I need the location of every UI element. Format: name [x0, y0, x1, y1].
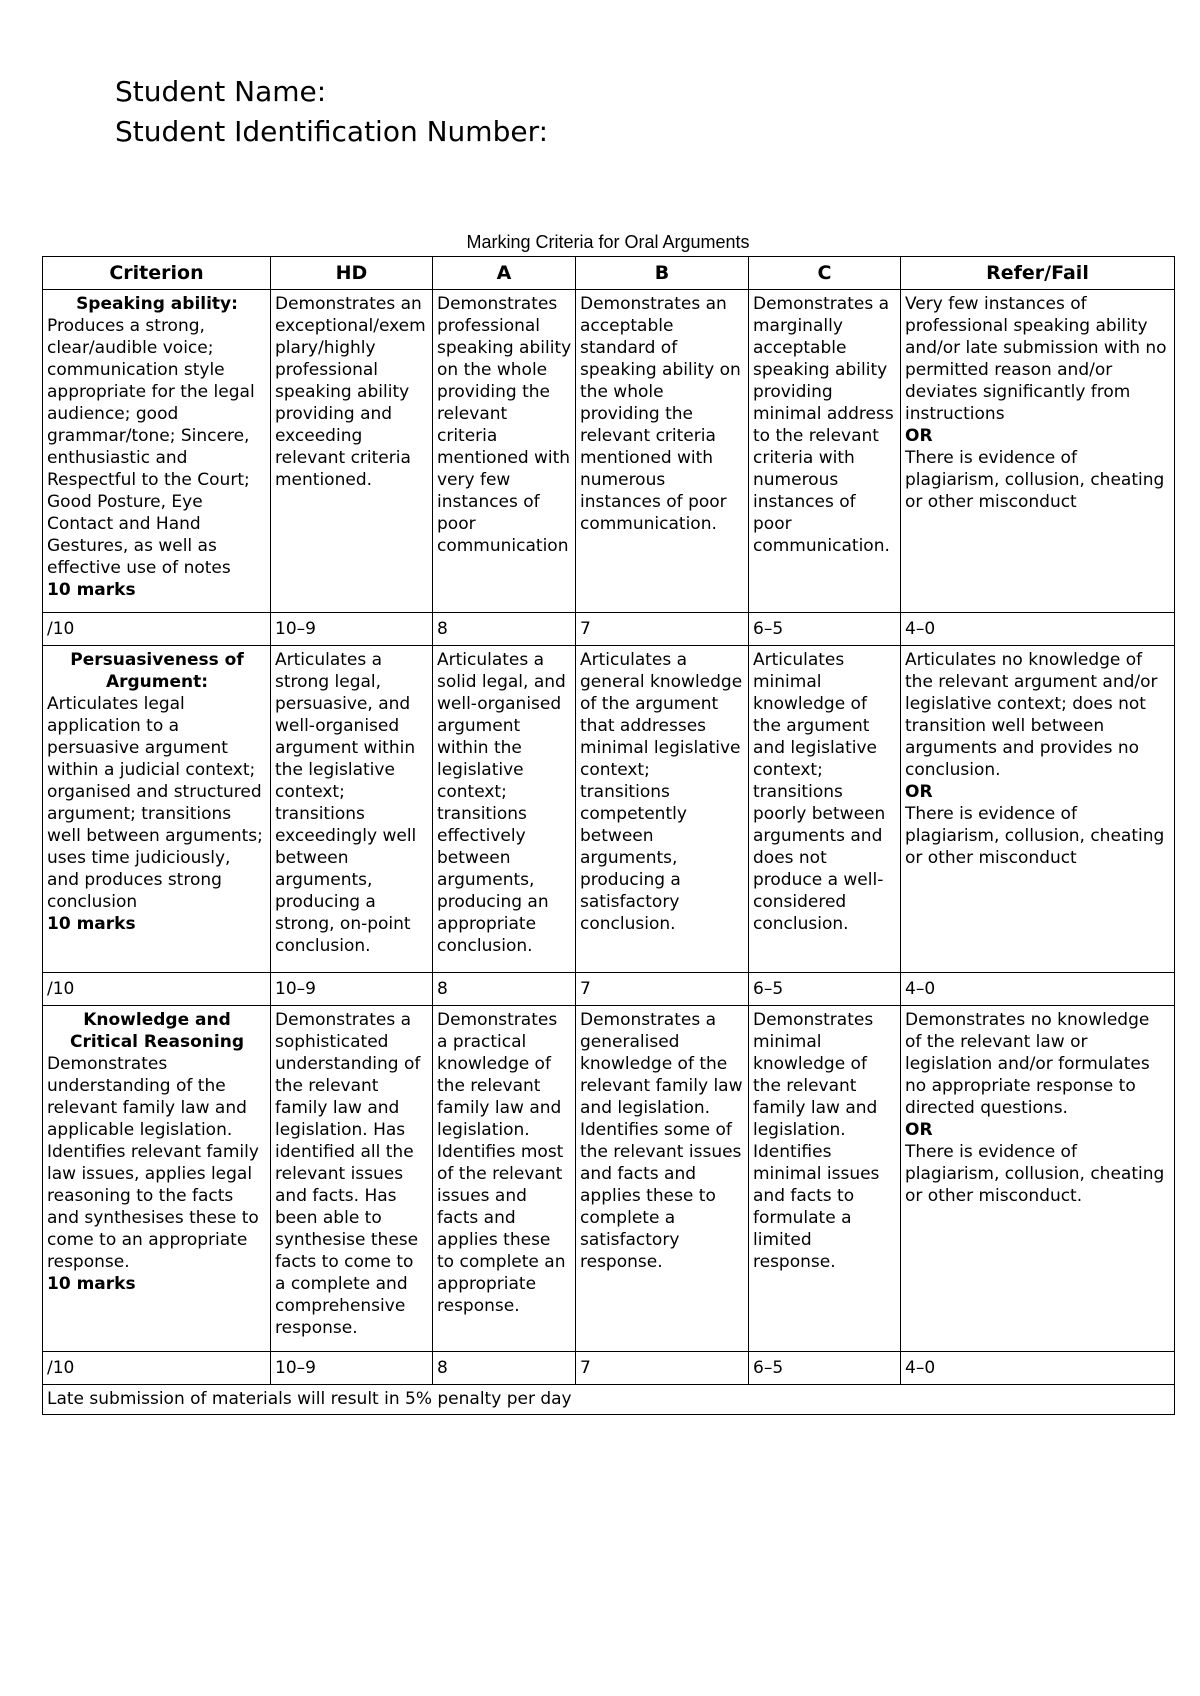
header-c: C — [749, 257, 901, 290]
or-label: OR — [905, 782, 933, 802]
header-refer-fail: Refer/Fail — [901, 257, 1175, 290]
fail-text-misconduct: There is evidence of plagiarism, collusion, cheating or other misconduct. — [905, 1142, 1165, 1206]
score-c: 6–5 — [749, 973, 901, 1006]
c-descriptor: Articulates minimal knowledge of the argument and legislative context; transitions poorly between arguments and does not produce a well-considered conclusion. — [749, 646, 901, 973]
header-a: A — [433, 257, 576, 290]
fail-text-misconduct: There is evidence of plagiarism, collusion, cheating or other misconduct — [905, 804, 1165, 868]
score-a: 8 — [433, 973, 576, 1006]
or-label: OR — [905, 1120, 933, 1140]
score-fail: 4–0 — [901, 613, 1175, 646]
a-descriptor: Articulates a solid legal, and well-organised argument within the legislative context; transitions effectively between arguments, producing an appropriate conclusion. — [433, 646, 576, 973]
student-name-label: Student Name: — [115, 75, 327, 108]
criterion-description: Articulates legal application to a persuasive argument within a judicial context; organised and structured argument; transitions well between arguments; uses time judiciously, and produces strong conclusion — [47, 694, 263, 912]
fail-descriptor — [901, 1006, 1175, 1352]
criterion-title: Knowledge and Critical Reasoning — [69, 1010, 245, 1052]
criterion-marks: 10 marks — [47, 1274, 136, 1294]
late-submission-note: Late submission of materials will result in 5% penalty per day — [43, 1385, 1175, 1415]
criterion-cell — [43, 1006, 271, 1352]
marking-criteria-table — [42, 256, 1175, 1415]
score-b: 7 — [576, 1352, 749, 1385]
student-details-header — [115, 72, 548, 152]
fail-descriptor — [901, 646, 1175, 973]
criterion-row-persuasiveness — [43, 646, 1175, 973]
criterion-description: Produces a strong, clear/audible voice; communication style appropriate for the legal audience; good grammar/tone; Sincere, enthusiastic and Respectful to the Court; Good Posture, Eye Contact and Hand Gestures, as well as effective use of notes — [47, 316, 255, 578]
score-hd: 10–9 — [271, 1352, 433, 1385]
score-hd: 10–9 — [271, 613, 433, 646]
score-row-speaking — [43, 613, 1175, 646]
fail-text-primary: Demonstrates no knowledge of the relevant law or legislation and/or formulates no appropriate response to directed questions. — [905, 1010, 1150, 1118]
score-fail: 4–0 — [901, 1352, 1175, 1385]
late-submission-row — [43, 1385, 1175, 1415]
header-criterion: Criterion — [43, 257, 271, 290]
criterion-title: Persuasiveness of Argument: — [70, 650, 244, 692]
b-descriptor: Demonstrates a generalised knowledge of the relevant family law and legislation. Identifies some of the relevant issues and facts and applies these to complete a satisfactory response. — [576, 1006, 749, 1352]
score-row-persuasiveness — [43, 973, 1175, 1006]
criterion-marks: 10 marks — [47, 914, 136, 934]
score-row-knowledge — [43, 1352, 1175, 1385]
a-descriptor: Demonstrates a practical knowledge of the relevant family law and legislation. Identifies most of the relevant issues and facts and applies these to complete an appropriate response. — [433, 1006, 576, 1352]
criterion-marks: 10 marks — [47, 580, 136, 600]
fail-text-primary: Very few instances of professional speaking ability and/or late submission with no permitted reason and/or deviates significantly from instructions — [905, 294, 1167, 424]
score-a: 8 — [433, 613, 576, 646]
criterion-description: Demonstrates understanding of the relevant family law and applicable legislation. Identifies relevant family law issues, applies legal reasoning to the facts and synthesises these to come to an appropriate response. — [47, 1054, 259, 1272]
b-descriptor: Demonstrates an acceptable standard of speaking ability on the whole providing the relevant criteria mentioned with numerous instances of poor communication. — [576, 290, 749, 613]
student-id-label: Student Identification Number: — [115, 115, 549, 148]
c-descriptor: Demonstrates minimal knowledge of the relevant family law and legislation. Identifies minimal issues and facts to formulate a limited response. — [749, 1006, 901, 1352]
score-b: 7 — [576, 973, 749, 1006]
score-c: 6–5 — [749, 1352, 901, 1385]
hd-descriptor: Demonstrates an exceptional/exemplary/highly professional speaking ability providing and exceeding relevant criteria mentioned. — [271, 290, 433, 613]
score-fail: 4–0 — [901, 973, 1175, 1006]
score-total: /10 — [43, 973, 271, 1006]
score-total: /10 — [43, 1352, 271, 1385]
score-hd: 10–9 — [271, 973, 433, 1006]
c-descriptor: Demonstrates a marginally acceptable speaking ability providing minimal address to the relevant criteria with numerous instances of poor communication. — [749, 290, 901, 613]
criterion-cell — [43, 290, 271, 613]
criterion-row-speaking — [43, 290, 1175, 613]
hd-descriptor: Articulates a strong legal, persuasive, and well-organised argument within the legislative context; transitions exceedingly well between arguments, producing a strong, on-point conclusion. — [271, 646, 433, 973]
criterion-cell — [43, 646, 271, 973]
header-row — [43, 257, 1175, 290]
criterion-row-knowledge — [43, 1006, 1175, 1352]
hd-descriptor: Demonstrates a sophisticated understanding of the relevant family law and legislation. Has identified all the relevant issues and facts. Has been able to synthesise these facts to come to a complete and comprehensive response. — [271, 1006, 433, 1352]
score-a: 8 — [433, 1352, 576, 1385]
header-hd: HD — [271, 257, 433, 290]
score-b: 7 — [576, 613, 749, 646]
a-descriptor: Demonstrates professional speaking ability on the whole providing the relevant criteria mentioned with very few instances of poor communication — [433, 290, 576, 613]
header-b: B — [576, 257, 749, 290]
fail-text-misconduct: There is evidence of plagiarism, collusion, cheating or other misconduct — [905, 448, 1165, 512]
criterion-title: Speaking ability: — [76, 294, 238, 314]
score-c: 6–5 — [749, 613, 901, 646]
score-total: /10 — [43, 613, 271, 646]
b-descriptor: Articulates a general knowledge of the argument that addresses minimal legislative context; transitions competently between arguments, producing a satisfactory conclusion. — [576, 646, 749, 973]
fail-descriptor — [901, 290, 1175, 613]
fail-text-primary: Articulates no knowledge of the relevant argument and/or legislative context; does not transition well between arguments and provides no conclusion. — [905, 650, 1158, 780]
or-label: OR — [905, 426, 933, 446]
table-title: Marking Criteria for Oral Arguments — [466, 232, 750, 252]
